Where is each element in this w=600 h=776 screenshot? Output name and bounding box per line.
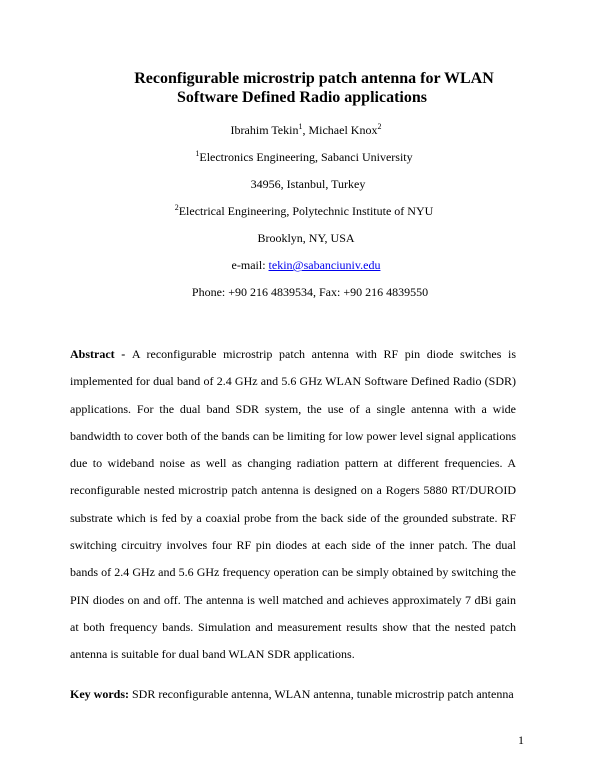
title-line-2: Software Defined Radio applications <box>177 89 427 106</box>
affiliation-2 <box>0 204 600 218</box>
keywords-label: Key words: <box>70 687 129 701</box>
affiliation-2-name: Electrical Engineering, Polytechnic Institute of NYU <box>178 204 434 218</box>
affiliation-1-name: Electronics Engineering, Sabanci University <box>199 150 413 164</box>
affiliation-1-address: 34956, Istanbul, Turkey <box>250 177 366 191</box>
keywords-line <box>70 687 530 701</box>
author-2: Michael Knox <box>308 123 378 137</box>
email-label: e-mail: <box>231 258 269 272</box>
abstract-label: Abstract - <box>70 347 132 361</box>
abstract-text: A reconfigurable microstrip patch antenna with RF pin diode switches is implemented for dual band of 2.4 GHz and 5.6 GHz WLAN Software Defined Radio (SDR) applications. For the dual band SDR system, the use of a single antenna with a wide bandwidth to cover both of the bands can be limiting for low power level signal applications due to wideband noise as well as changing radiation pattern at different frequencies. A reconfigurable nested microstrip patch antenna is designed on a Rogers 5880 RT/DUROID substrate which is fed by a coaxial probe from the back side of the grounded substrate. RF switching circuitry involves four RF pin diodes at each side of the inner patch. The dual bands of 2.4 GHz and 5.6 GHz frequency operation can be simply obtained by switching the PIN diodes on and off. The antenna is well matched and achieves approximately 7 dBi gain at both frequency bands. Simulation and measurement results show that the nested patch antenna is suitable for dual band WLAN SDR applications. <box>70 347 516 662</box>
authors <box>0 123 600 137</box>
affiliation-1-mark: 1 <box>195 149 200 158</box>
author-2-affiliation-mark: 2 <box>377 122 382 131</box>
phone-fax-line: Phone: +90 216 4839534, Fax: +90 216 4839550 <box>191 285 429 299</box>
abstract-paragraph <box>70 341 516 669</box>
paper-title <box>0 69 600 107</box>
author-separator: , <box>302 123 309 137</box>
affiliation-2-mark: 2 <box>174 203 179 212</box>
email-link[interactable]: tekin@sabanciuniv.edu <box>268 258 381 272</box>
author-1: Ibrahim Tekin <box>230 123 299 137</box>
keywords-text: SDR reconfigurable antenna, WLAN antenna, tunable microstrip patch antenna <box>129 687 514 701</box>
author-1-affiliation-mark: 1 <box>298 122 303 131</box>
title-line-1: Reconfigurable microstrip patch antenna for WLAN <box>134 70 494 87</box>
affiliation-2-address: Brooklyn, NY, USA <box>257 231 355 245</box>
email-line <box>0 258 600 272</box>
affiliation-1 <box>0 150 600 164</box>
page-number: 1 <box>518 733 524 747</box>
